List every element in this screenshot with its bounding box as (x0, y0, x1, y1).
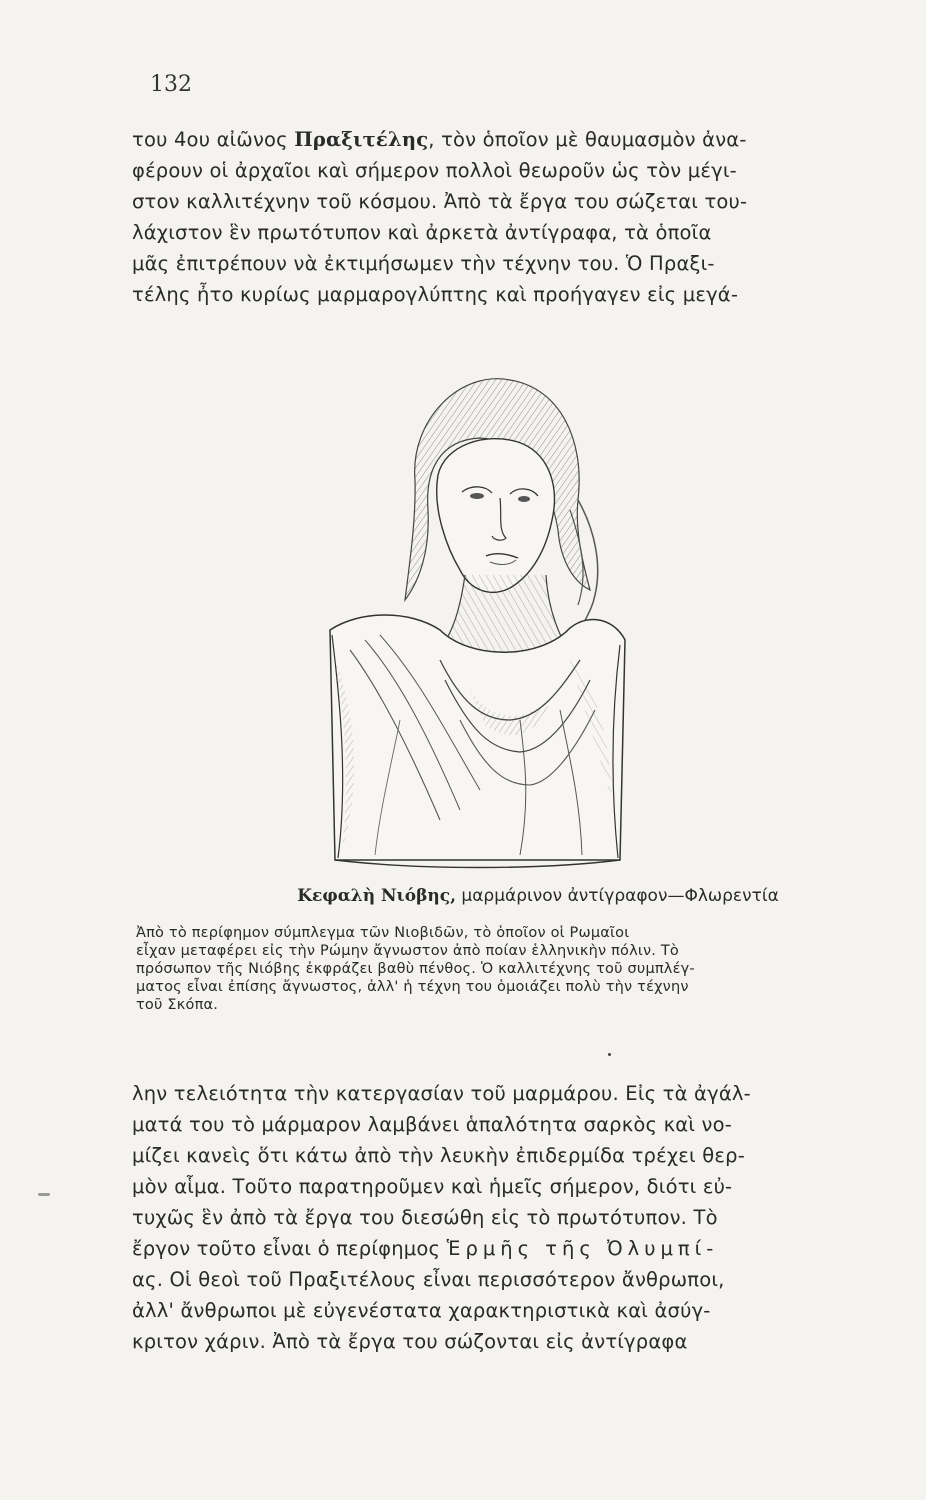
caption-title-name: Κεφαλὴ Νιόβης, (297, 886, 456, 906)
niobe-bust-illustration (320, 360, 630, 880)
praxiteles-name: Πραξιτέλης (294, 128, 429, 151)
caption-body (136, 924, 884, 1014)
top-paragraph (132, 124, 884, 310)
page-number: 132 (150, 72, 192, 97)
caption-line: πρόσωπον τῆς Νιόβης ἐκφράζει βαθὺ πένθος. Ὁ καλλιτέχνης τοῦ συμπλέγ- (136, 961, 695, 977)
text-span: του 4ου αἰῶνος (132, 128, 295, 151)
text-line (132, 124, 884, 155)
text-line: ματά του τὸ μάρμαρον λαμβάνει ἁπαλότητα σαρκὸς καὶ νο- (132, 1113, 732, 1136)
text-line: φέρουν οἱ ἀρχαῖοι καὶ σήμερον πολλοὶ θεωροῦν ὡς τὸν μέγι- (132, 159, 737, 182)
text-line: λην τελειότητα τὴν κατεργασίαν τοῦ μαρμάρου. Εἰς τὰ ἀγάλ- (132, 1082, 751, 1105)
caption-line: εἶχαν μεταφέρει εἰς τὴν Ρώμην ἄγνωστον ἀπὸ ποίαν ἑλληνικὴν πόλιν. Τὸ (136, 943, 679, 959)
text-line: μὸν αἷμα. Τοῦτο παρατηροῦμεν καὶ ἡμεῖς σήμερον, διότι εὐ- (132, 1175, 733, 1198)
text-line: ἀλλ' ἄνθρωποι μὲ εὐγενέστατα χαρακτηριστικὰ καὶ ἀσύγ- (132, 1299, 711, 1322)
text-line: τέλης ἦτο κυρίως μαρμαρογλύπτης καὶ προήγαγεν εἰς μεγά- (132, 283, 739, 306)
text-line: μᾶς ἐπιτρέπουν νὰ ἐκτιμήσωμεν τὴν τέχνην του. Ὁ Πραξι- (132, 252, 715, 275)
caption-line: Ἀπὸ τὸ περίφημον σύμπλεγμα τῶν Νιοβιδῶν, τὸ ὁποῖον οἱ Ρωμαῖοι (136, 925, 630, 941)
text-span: , τὸν ὁποῖον μὲ θαυμασμὸν ἀνα- (428, 128, 747, 151)
hermes-phrase: Ἑρμῆς τῆς Ὀλυμπί- (446, 1237, 719, 1260)
bottom-paragraph (132, 1078, 884, 1357)
margin-mark (38, 1193, 50, 1196)
bust-drawing (320, 360, 630, 880)
text-line: τυχῶς ἓν ἀπὸ τὰ ἔργα του διεσώθη εἰς τὸ πρωτότυπον. Τὸ (132, 1206, 718, 1229)
text-line: στον καλλιτέχνην τοῦ κόσμου. Ἀπὸ τὰ ἔργα του σώζεται του- (132, 190, 748, 213)
text-line: κριτον χάριν. Ἀπὸ τὰ ἔργα του σώζονται εἰς ἀντίγραφα (132, 1330, 688, 1353)
figure-caption (132, 886, 884, 1014)
text-line: λάχιστον ἓν πρωτότυπον καὶ ἀρκετὰ ἀντίγραφα, τὰ ὁποῖα (132, 221, 712, 244)
caption-title-rest: μαρμάρινον ἀντίγραφον—Φλωρεντία (456, 886, 779, 906)
caption-title (192, 886, 884, 906)
stray-dot (608, 1053, 611, 1056)
caption-line: τοῦ Σκόπα. (136, 997, 219, 1013)
text-line (132, 1233, 884, 1264)
text-span: ἔργον τοῦτο εἶναι ὁ περίφημος (132, 1237, 447, 1260)
text-line: μίζει κανεὶς ὅτι κάτω ἀπὸ τὴν λευκὴν ἐπιδερμίδα τρέχει θερ- (132, 1144, 745, 1167)
caption-line: ματος εἶναι ἐπίσης ἄγνωστος, ἀλλ' ἡ τέχνη του ὁμοιάζει πολὺ τὴν τέχνην (136, 979, 689, 995)
text-line: ας. Οἱ θεοὶ τοῦ Πραξιτέλους εἶναι περισσότερον ἄνθρωποι, (132, 1268, 725, 1291)
